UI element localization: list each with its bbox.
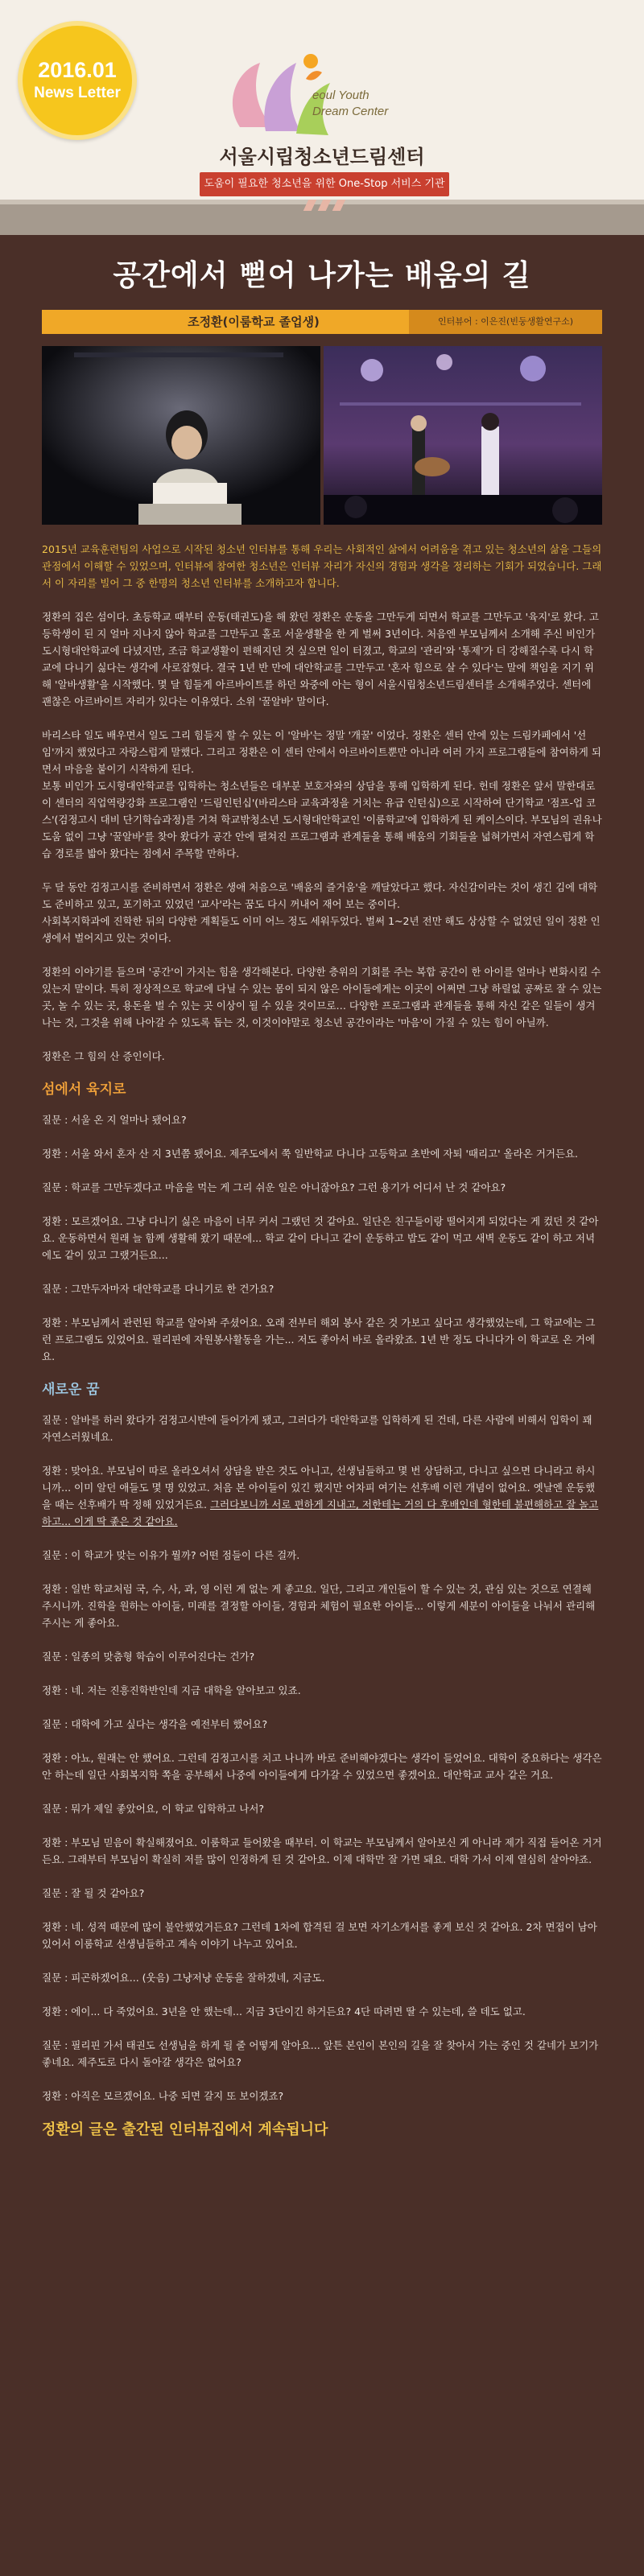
interview-question: 질문 : 그만두자마자 대안학교를 다니기로 한 건가요?	[42, 1283, 275, 1295]
interview-question: 질문 : 서울 온 지 얼마나 됐어요?	[42, 1114, 187, 1126]
article-body	[42, 541, 602, 2138]
body-paragraph: 정환의 이야기를 들으며 '공간'이 가지는 힘을 생각해본다. 다양한 층위의 기회를 주는 복합 공간이 한 아이를 얼마나 변화시킬 수 있는지 말이다. 특히 정상적으로 학교에 다닐 수 있는 몸이 되지 않은 아이들에게는 이곳이 어쩌면 그냥 하릴없 공짜로 잘 수 있는 곳, 놀 수 있는 곳, 용돈을 벌 수 있는 곳 이상이 될 수 있을 것이므로… 다양한 프로그램과 관계들을 통해 자신 같은 일들이 생겨나는 것, 그것을 위해 나아갈 수 있도록 돕는 것, 이것이야말로 청소년 공간이라는 '마음'이 가질 수 있는 힘이 아닐까.	[42, 966, 602, 1028]
interview-answer: 정환 : 아직은 모르겠어요. 나중 되면 갈지 또 보이겠죠?	[42, 2090, 284, 2102]
interview-answer: 정환 : 부모님 믿음이 확실해졌어요. 이룸학교 들어왔을 때부터. 이 학교는 부모님께서 알아보신 게 아니라 제가 직접 들어온 거거든요. 그래부터 부모님이 확실히 저를 많이 인정하게 된 것 같아요. 이제 대학만 잘 가면 돼요. 대학 가서 이제 열심히 살아야죠.	[42, 1836, 602, 1865]
body-paragraph: 바리스타 일도 배우면서 일도 그리 힘들지 할 수 있는 이 '알바'는 정말 '개꿀' 이었다. 정환은 센터 안에 있는 드림카페에서 '선임'까지 했었다고 자랑스럽게 말했다. 그리고 정환은 이 센터 안에서 아르바이트뿐만 아니라 여러 가지 프로그램들에 참여하게 되면서 마음을 붙이기 시작하게 된다.	[42, 729, 601, 775]
issue-badge	[18, 21, 137, 140]
interview-answer: 정환 : 서울 와서 혼자 산 지 3년쯤 됐어요. 제주도에서 쭉 일반학교 다니다 고등학교 초반에 자퇴 '때리고' 올라온 거거든요.	[42, 1148, 579, 1160]
interview-question: 질문 : 이 학교가 맞는 이유가 뭘까? 어떤 점들이 다른 걸까.	[42, 1549, 300, 1561]
interview-answer: 정환 : 아뇨, 원래는 안 했어요. 그런데 검정고시를 치고 나니까 바로 준비해야겠다는 생각이 들었어요. 대학이 중요하다는 생각은 안 하는데 일단 사회복지학 쪽을 공부해서 나중에 아이들에게 다가갈 수 있었으면 좋겠어요. 대안학교 교사 같은 거요.	[42, 1752, 602, 1781]
newsletter-header	[0, 0, 644, 235]
interview-answer: 정환 : 모르겠어요. 그냥 다니기 싫은 마음이 너무 커서 그랬던 것 같아요. 일단은 친구들이랑 떨어지게 되었다는 게 컸던 것 같아요. 운동하면서 원래 늘 함께 생활해 왔기 때문에... 학교 같이 다니고 같이 운동하고 밥도 같이 먹고 새벽 운동도 같이 하고 저녁에도 같이 있고 그랬거든요...	[42, 1215, 599, 1261]
badge-label: News Letter	[34, 84, 121, 101]
answer-text: 정환 : 맞아요. 부모님이 따로 올라오셔서 상담을 받은 것도 아니고, 선생님들하고 몇 번 상담하고, 다니고 싶으면 다니라고 하시니까... 이미 알던 애들도 몇 명 있었고. 처음 본 아이들이 있긴 했지만 어차피 여기는 선후배 이런 개념이 없어요. 옛날엔 운동했을 때는 선후배가 딱 정해 있었거든요.	[42, 1465, 596, 1511]
interview-answer: 정환 : 부모님께서 관련된 학교를 알아봐 주셨어요. 오래 전부터 해외 봉사 같은 것 가보고 싶다고 생각했었는데, 그 학교에는 그런 프로그램도 있었어요. 필리핀에 자원봉사활동을 가는... 저도 좋아서 바로 올라왔죠. 1년 반 정도 다니다가 이 학교로 온 거에요.	[42, 1317, 596, 1362]
interview-answer: 정환 : 네. 성적 때문에 많이 불안했었거든요? 그런데 1차에 합격된 걸 보면 자기소개서를 좋게 보신 것 같아요. 2차 면접이 남아있어서 이룸학교 선생님들하고 계속 이야기 나누고 있어요.	[42, 1921, 597, 1950]
interview-question: 질문 : 피곤하겠어요... (웃음) 그냥저냥 운동을 잘하겠네, 지금도.	[42, 1972, 325, 1984]
article-interviewer: 인터뷰어 : 이은진(빈둥생활연구소)	[409, 310, 602, 334]
interview-answer: 정환 : 일반 학교처럼 국, 수, 사, 과, 영 이런 게 없는 게 좋고요. 일단, 그리고 개인들이 할 수 있는 것, 관심 있는 것으로 연결해 주시니까. 진학을 원하는 아이들, 미래를 결정할 아이들, 경험과 체험이 필요한 아이들... 이렇게 세분이 아이들을 나눠서 관리해주시는 게 좋아요.	[42, 1583, 596, 1629]
byline-bar	[42, 310, 602, 334]
interview-question: 질문 : 필리핀 가서 태권도 선생님을 하게 될 줄 어떻게 알아요... 앞튼 본인이 본인의 길을 잘 찾아서 가는 중인 것 같네가 보기가 좋네요. 제주도로 다시 돌아갈 생각은 없어요?	[42, 2039, 599, 2068]
photo-concert	[324, 346, 602, 525]
body-paragraph: 보통 비인가 도시형대안학교를 입학하는 청소년들은 대부분 보호자와의 상담을 통해 입학하게 된다. 헌데 정환은 앞서 말한대로 이 센터의 직업역량강화 프로그램인 '드림인턴십'(바리스타 교육과정을 거치는 유급 인턴십)으로 시작하여 단기학교 '점프-업 코스'(검정고시 대비 단기학습과정)를 거쳐 학교밖청소년 도시형대안학교인 '이룸학교'에 입학하게 된 케이스이다. 부모님의 권유나 도움 없이 그냥 '꿀알바'를 찾아 왔다가 공간 안에 펼쳐진 프로그램과 관계들을 통해 배움의 기회들을 넓혀가면서 자연스럽게 학습 경로를 밟아 왔다는 점에서 주목할 만하다.	[42, 780, 602, 859]
answer-text-underlined: 그러다보니까 서로 편하게 지내고, 저한테는 거의 다 후배인데 형한테 불편해하고 잘 놀고 하고... 이게 딱 좋은 것 같아요.	[42, 1498, 599, 1527]
interview-answer: 정환 : 네. 저는 진흥진학반인데 지금 대학을 알아보고 있죠.	[42, 1684, 301, 1696]
article-author: 조정환(이룸학교 졸업생)	[188, 315, 320, 329]
badge-year: 2016.01	[38, 58, 117, 82]
interview-question: 질문 : 일종의 맞춤형 학습이 이루어진다는 건가?	[42, 1651, 255, 1663]
continued-note: 정환의 글은 출간된 인터뷰집에서 계속됩니다	[42, 2121, 328, 2138]
interview-question: 질문 : 알바를 하러 왔다가 검정고시반에 들어가게 됐고, 그러다가 대안학교를 입학하게 된 건데, 다른 사람에 비해서 입학이 꽤 자연스러웠네요.	[42, 1414, 592, 1443]
article-title: 공간에서 뻗어 나가는 배움의 길	[113, 259, 531, 292]
body-paragraph: 정환은 그 힘의 산 증인이다.	[42, 1050, 165, 1062]
center-name: 서울시립청소년드림센터	[219, 146, 425, 168]
intro-paragraph: 2015년 교육훈련팀의 사업으로 시작된 청소년 인터뷰를 통해 우리는 사회적인 삶에서 어려움을 겪고 있는 청소년의 삶을 그들의 관점에서 이해할 수 있었으며, 인터뷰에 참여한 청소년은 인터뷰 자리가 자신의 경험과 생각을 정리하는 기회가 되었습니다. 그래서 이 자리를 빌어 그 중 한명의 청소년 인터뷰를 소개하고자 합니다.	[42, 543, 602, 589]
logo-text-line2: Dream Center	[312, 105, 389, 118]
body-paragraph: 사회복지학과에 진학한 뒤의 다양한 계획들도 이미 어느 정도 세워두었다. 벌써 1~2년 전만 해도 상상할 수 없었던 일이 정환 인생에서 벌어지고 있는 것이다.	[42, 915, 601, 944]
interview-question: 질문 : 대학에 가고 싶다는 생각을 예전부터 했어요?	[42, 1718, 268, 1730]
interview-answer	[42, 1462, 602, 1530]
section-heading: 섬에서 육지로	[42, 1082, 126, 1098]
body-paragraph: 두 달 동안 검정고시를 준비하면서 정환은 생애 처음으로 '배움의 즐거움'을 깨달았다고 했다. 자신감이라는 것이 생긴 김에 대학도 준비하고 있고, 포기하고 있었던 '교사'라는 꿈도 다시 꺼내어 재어 보는 중이다.	[42, 881, 598, 910]
center-tagline: 도움이 필요한 청소년을 위한 One-Stop 서비스 기관	[200, 172, 449, 196]
interview-question: 질문 : 학교를 그만두겠다고 마음을 먹는 게 그리 쉬운 일은 아니잖아요? 그런 용기가 어디서 난 것 같아요?	[42, 1181, 506, 1193]
logo-text-line1: eoul Youth	[312, 89, 369, 102]
photo-speaker	[42, 346, 320, 525]
section-heading: 새로운 꿈	[42, 1382, 100, 1398]
article-photos	[42, 346, 602, 525]
interview-question: 질문 : 잘 될 것 같아요?	[42, 1887, 145, 1899]
interview-answer: 정환 : 에이... 다 죽었어요. 3년을 안 했는데... 지금 3단이긴 하거든요? 4단 따려면 딸 수 있는데, 쓸 데도 없고.	[42, 2005, 526, 2018]
body-paragraph: 정환의 집은 섬이다. 초등학교 때부터 운동(태권도)을 해 왔던 정환은 운동을 그만두게 되면서 학교를 그만두고 '육지'로 왔다. 고등학생이 된 지 얼마 지나지 않아 학교를 그만두고 홀로 서울생활을 한 게 벌써 3년이다. 처음엔 부모님께서 소개해 주신 비인가 도시형대안학교에 다녔지만, 조금 학교생활이 편해지던 것 싶으면 일이 터졌고, 학교의 '관리'와 '통제'가 더 강해질수록 다시 학교에 다니기 싫다는 생각에 사로잡혔다. 결국 1년 반 만에 대안학교를 그만두고 '혼자 힘으로 살 수 있다'는 말에 책임을 지기 위해 '알바생활'을 시작했다. 몇 달 힘들게 아르바이트를 하던 와중에 아는 형이 서울시립청소년드림센터를 소개해주었다. 센터에 괜찮은 아르바이트 자리가 있다는 이유였다. 소위 '꿀알바' 말이다.	[42, 611, 599, 707]
interview-question: 질문 : 뭐가 제일 좋았어요, 이 학교 입학하고 나서?	[42, 1803, 265, 1815]
